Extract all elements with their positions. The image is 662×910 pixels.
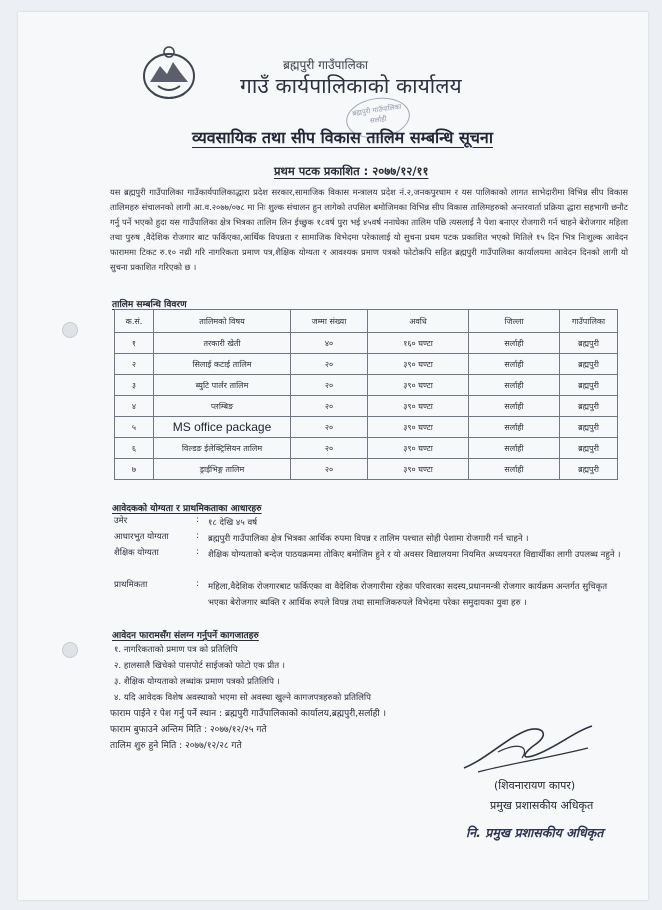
- notice-body: यस ब्रह्मपुरी गाउँपालिका गाउँकार्यपालिकाद्धारा प्रदेश सरकार,सामाजिक विकास मन्त्रालय प्रदेश नं.२,जनकपुरधाम र यस पालिकाको लागत साभेदारीमा विभिन्न सीप विकास तालिमहरु संचालनको लागी आ.व.२०७७/०७८ मा निः शुल्क संचालन हुन लागेको तपसिल बमोजिमका विभिन्न सीप विकास तालिमहरुको अन्तरवार्ता प्रक्रिया द्धारा सहभागी छनौट गर्नु पर्ने भएको हुदा यस गाउँपालिका क्षेत्र भित्रका तालिम लिन ईच्छुक १८वर्ष पुरा भई ४५वर्ष ननाघेका तालिम पछि त्यसलाई नै पेशा बनाएर रोजगारी गर्न चाहने बेरोजगार महिला तथा पुरुष ,वैदेशिक रोजगार बाट फर्किएका,आर्थिक विपन्नता र सामाजिक विभेदमा परेकालाई यो सुचना प्रथम पटक प्रकाशित भएको मितिले १५ दिन भित्र निःशुल्क आवेदन फाराममा टिकट रु.१० नथ्री गरि नागरिकता प्रमाण पत्र,शैक्षिक योग्यता र आवश्यक प्रमाण पत्रको फोटोकपि सहित ब्रह्मपुरी गाउँपालिका कार्यालयमा आवेदन दिनको लागी यो सुचना प्रकाशित गरिएको छ ।: [110, 187, 628, 272]
- cell-duration: ३९० घण्टा: [368, 417, 469, 438]
- qual-label: आधारभुत योग्यता: [114, 532, 169, 542]
- notice-page: [18, 12, 648, 900]
- table-row: [115, 417, 618, 438]
- cell-municipality: ब्रह्मपुरी: [560, 417, 618, 438]
- documents-heading: आवेदन फारामसँग संलग्न गर्नुपर्ने कागजातहरु: [112, 631, 259, 641]
- cell-municipality: ब्रह्मपुरी: [560, 333, 618, 354]
- cell-topic: तरकारी खेती: [154, 333, 291, 354]
- cell-topic: ड्राईभिङ्ग तालिम: [154, 459, 291, 480]
- list-item: ४. यदि आवेदक विशेष अवस्थाको भएमा सो अवस्था खुल्ने कागजपत्रहरुको प्रतिलिपि: [114, 693, 371, 703]
- cell-duration: ३९० घण्टा: [368, 375, 469, 396]
- cell-district: सर्लाही: [469, 333, 560, 354]
- submission-deadline: फाराम बुफाउने अन्तिम मिति : २०७७/१२/२५ गते: [110, 725, 267, 735]
- cell-count: २०: [291, 354, 368, 375]
- office-name: ब्रह्मपुरी गाउँपालिका: [283, 58, 369, 72]
- cell-sn: १: [115, 333, 154, 354]
- cell-district: सर्लाही: [469, 438, 560, 459]
- qual-value: ब्रह्मपुरी गाउँपालिका क्षेत्र भित्रका आर्थिक रुपमा विपन्न र तालिम पश्चात सोही पेशामा रोजगारी गर्न चाहने ।: [208, 534, 529, 544]
- nepal-emblem-icon: [140, 42, 198, 104]
- cell-district: सर्लाही: [469, 354, 560, 375]
- table-header-row: [115, 310, 618, 333]
- table-row: [115, 396, 618, 417]
- qual-colon: :: [196, 515, 199, 525]
- cell-district: सर्लाही: [469, 375, 560, 396]
- punch-hole: [62, 642, 78, 658]
- cell-count: २०: [291, 459, 368, 480]
- list-item: १. नागरिकताको प्रमाण पत्र को प्रतिलिपि: [114, 645, 238, 655]
- cell-duration: ३९० घण्टा: [368, 438, 469, 459]
- qual-value: शैक्षिक योग्यताको बन्देज पाठयक्रममा तोकिए बमोजिम हुने र यो अवसर विद्यालयमा नियमित अध्ययनरत विद्यार्थीका लागी उपलब्ध नहुने ।: [208, 550, 621, 560]
- cell-sn: ३: [115, 375, 154, 396]
- cell-count: ४०: [291, 333, 368, 354]
- training-start-date: तालिम शुरु हुने मिति : २०७७/१२/२८ गते: [110, 741, 242, 751]
- cell-topic: विल्डङ ईलेक्ट्रिसियन तालिम: [154, 438, 291, 459]
- list-item: ३. शैक्षिक योग्यताको लब्धांक प्रमाण पत्रको प्रतिलिपि ।: [114, 677, 280, 687]
- cell-sn: ६: [115, 438, 154, 459]
- cell-count: २०: [291, 417, 368, 438]
- cell-duration: ३९० घण्टा: [368, 396, 469, 417]
- qual-value: १८ देखि ४५ वर्ष: [208, 518, 258, 528]
- training-heading: तालिम सम्बन्धि विवरण: [112, 300, 187, 310]
- cell-duration: ३९० घण्टा: [368, 354, 469, 375]
- column-header: जिल्ला: [469, 310, 560, 333]
- qual-colon: :: [196, 579, 199, 589]
- qual-label: प्राथमिकता: [114, 580, 148, 590]
- cell-topic: प्लम्बिङ: [154, 396, 291, 417]
- cell-topic: ब्युटि पार्लर तालिम: [154, 375, 291, 396]
- table-row: [115, 354, 618, 375]
- qual-colon: :: [196, 531, 199, 541]
- training-table: [114, 309, 618, 480]
- cell-topic: MS office package: [154, 417, 291, 438]
- signer-name: (शिवनारायण कापर): [494, 779, 576, 792]
- qualifications-heading: आवेदकको योग्यता र प्राथमिकताका आधारहरु: [112, 504, 262, 514]
- qual-label: शैक्षिक योग्यता: [114, 548, 159, 558]
- cell-sn: २: [115, 354, 154, 375]
- cell-municipality: ब्रह्मपुरी: [560, 396, 618, 417]
- column-header: जम्मा संख्या: [291, 310, 368, 333]
- cell-district: सर्लाही: [469, 396, 560, 417]
- cell-district: सर्लाही: [469, 459, 560, 480]
- documents-list: [114, 642, 371, 706]
- list-item: २. हालसालै खिचेको पासपोर्ट साईजको फोटो एक प्रीत ।: [114, 661, 286, 671]
- signature-mark: [458, 718, 598, 780]
- cell-municipality: ब्रह्मपुरी: [560, 438, 618, 459]
- cell-municipality: ब्रह्मपुरी: [560, 375, 618, 396]
- published-date: प्रथम पटक प्रकाशित : २०७७/१२/११: [274, 164, 429, 178]
- table-row: [115, 459, 618, 480]
- qual-label: उमेर: [114, 516, 128, 526]
- cell-sn: ५: [115, 417, 154, 438]
- cell-sn: ४: [115, 396, 154, 417]
- cell-count: २०: [291, 396, 368, 417]
- punch-hole: [62, 322, 78, 338]
- form-location: फाराम पाईने र पेश गर्नु पर्ने स्थान : ब्रह्मपुरी गाउँपालिकाको कार्यालय,ब्रह्मपुरी,सर्लाही ।: [110, 709, 387, 719]
- table-row: [115, 438, 618, 459]
- cell-count: २०: [291, 375, 368, 396]
- cell-duration: १६० घण्टा: [368, 333, 469, 354]
- cell-count: २०: [291, 438, 368, 459]
- office-stamp: ब्रह्मपुरी गाउँपालिका सर्लाही: [344, 94, 413, 143]
- signer-stamp: नि. प्रमुख प्रशासकीय अधिकृत: [466, 825, 604, 840]
- cell-municipality: ब्रह्मपुरी: [560, 354, 618, 375]
- column-header: गाउँपालिका: [560, 310, 618, 333]
- column-header: क.सं.: [115, 310, 154, 333]
- signer-post: प्रमुख प्रशासकीय अधिकृत: [490, 799, 594, 812]
- cell-municipality: ब्रह्मपुरी: [560, 459, 618, 480]
- table-row: [115, 333, 618, 354]
- cell-sn: ७: [115, 459, 154, 480]
- qual-value: महिला,वैदेशिक रोजगारबाट फर्किएका वा वैदेशिक रोजगारीमा रहेका परिवारका सदस्य,प्रधानमन्त्री रोजगार कार्यक्रम अन्तर्गत सुचिकृत भएका बेरोजगार ब्यक्ति र आर्थिक रुपले विपन्न तथा सामाजिकरुपले विभेदमा परेका समुदायका युवा हरु ।: [208, 582, 608, 608]
- office-title: गाउँ कार्यपालिकाको कार्यालय: [240, 74, 462, 98]
- cell-district: सर्लाही: [469, 417, 560, 438]
- qual-colon: :: [196, 547, 199, 557]
- cell-duration: ३९० घण्टा: [368, 459, 469, 480]
- table-row: [115, 375, 618, 396]
- notice-title: व्यवसायिक तथा सीप विकास तालिम सम्बन्धि सूचना: [192, 128, 493, 147]
- column-header: अवधि: [368, 310, 469, 333]
- column-header: तालिमको विषय: [154, 310, 291, 333]
- cell-topic: सिलाई कटाई तालिम: [154, 354, 291, 375]
